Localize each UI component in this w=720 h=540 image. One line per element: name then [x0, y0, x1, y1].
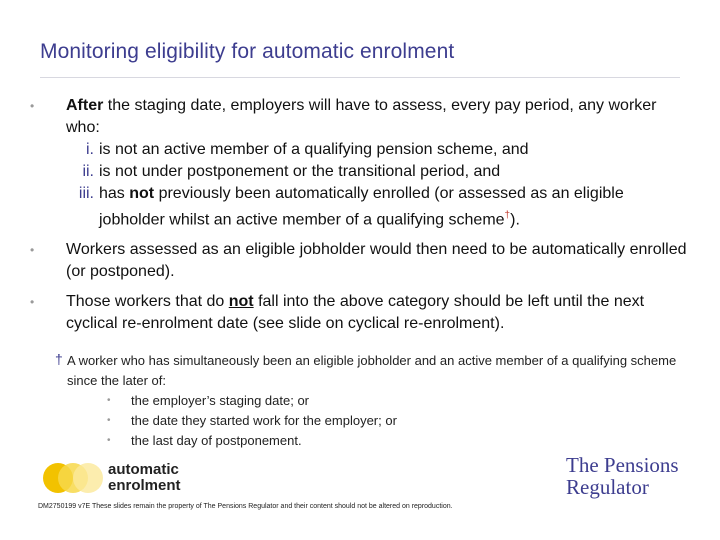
legal-notice: DM2750199 v7E These slides remain the property of The Pensions Regulator and their content should not be altered on reproduction.	[38, 503, 453, 510]
tpr-line2: Regulator	[566, 475, 649, 499]
sub-bullet-marker: •	[107, 415, 111, 426]
roman-numeral: iii.	[78, 185, 94, 202]
footnote-item-text: the last day of postponement.	[131, 433, 302, 448]
footnote-list	[55, 391, 705, 451]
bullet-eligible-jobholder	[30, 239, 690, 283]
logo-circle-light	[73, 463, 103, 493]
criteria-item	[66, 161, 690, 183]
criteria-text: is not an active member of a qualifying pension scheme, and	[99, 141, 529, 158]
bullet-marker: •	[30, 99, 35, 113]
wordmark-line2: enrolment	[108, 477, 181, 494]
criteria-text-end: ).	[510, 211, 520, 229]
underlined-not: not	[228, 293, 254, 311]
bullet-after-staging	[30, 95, 690, 231]
sub-bullet-marker: •	[107, 395, 111, 406]
footnote-text: A worker who has simultaneously been an eligible jobholder and an active member of a qualifying scheme since the later of:	[67, 353, 677, 388]
wordmark-line1: automatic	[108, 461, 179, 478]
roman-numeral: i.	[86, 141, 94, 158]
bullet-text: Workers assessed as an eligible jobholder would then need to be automatically enrolled (or postponed).	[66, 241, 687, 281]
footnote-item-text: the employer’s staging date; or	[131, 393, 310, 408]
bold-not: not	[129, 185, 155, 202]
roman-numeral: ii.	[82, 163, 94, 180]
automatic-enrolment-wordmark	[108, 462, 181, 494]
bold-after: After	[66, 97, 104, 114]
footnote-item	[55, 391, 705, 411]
bullet-list	[30, 95, 690, 343]
bullet-text-post: fall into the above category should be left until the next cyclical re-enrolment date (see slide on cyclical re-enrolment).	[66, 293, 645, 333]
footnote	[55, 351, 705, 451]
criteria-text: is not under postponement or the transitional period, and	[99, 163, 501, 180]
criteria-text-pre: has	[99, 185, 130, 202]
footnote-dagger: †	[55, 351, 63, 367]
page-title: Monitoring eligibility for automatic enrolment	[40, 40, 455, 63]
criteria-item	[66, 183, 690, 231]
bullet-marker: •	[30, 295, 35, 310]
bullet-text-pre: Those workers that do	[66, 293, 229, 311]
dagger-mark: †	[504, 210, 511, 221]
criteria-text-post: previously been automatically enrolled (or assessed as an eligible jobholder whilst an active member of a qualifying scheme	[99, 185, 624, 229]
bullet-text: the staging date, employers will have to assess, every pay period, any worker who:	[66, 97, 657, 136]
criteria-list	[66, 139, 690, 231]
footnote-item	[55, 431, 705, 451]
bullet-marker: •	[30, 243, 35, 258]
footnote-item-text: the date they started work for the employer; or	[131, 413, 397, 428]
tpr-line1: The Pensions	[566, 453, 679, 477]
footnote-item	[55, 411, 705, 431]
pensions-regulator-logo	[566, 454, 679, 498]
title-divider	[40, 77, 680, 78]
bullet-re-enrolment	[30, 291, 690, 335]
criteria-item	[66, 139, 690, 161]
sub-bullet-marker: •	[107, 435, 111, 446]
